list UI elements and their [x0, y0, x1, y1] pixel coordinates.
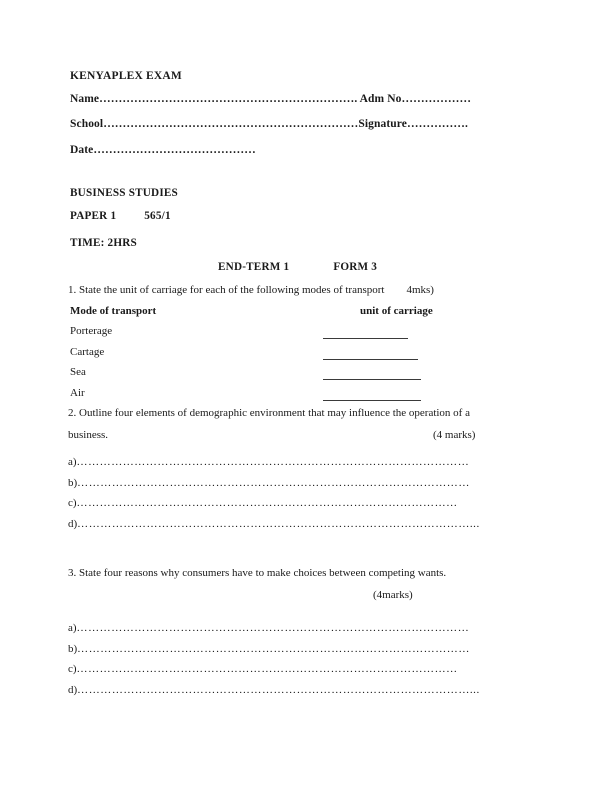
answer-label: d) — [68, 518, 78, 530]
paper-label: PAPER 1 — [70, 210, 117, 222]
name-field-line: Name…………………………………………………………. Adm No……………… — [70, 93, 472, 105]
question-1-marks: 4mks) — [406, 284, 434, 296]
answer-label: b) — [68, 643, 78, 655]
answer-dots: ……………………………………………………………………………………… — [76, 497, 458, 509]
term-form-line — [218, 262, 377, 273]
question-1-stem: 1. State the unit of carriage for each of the following modes of transport — [68, 284, 385, 296]
table-row: Cartage — [70, 346, 105, 358]
answer-dots: …………………………………………………………………………………………... — [77, 518, 480, 530]
paper-line — [70, 211, 171, 222]
answer-line-c[interactable] — [68, 497, 540, 509]
answer-dots: ………………………………………………………………………………………… — [76, 622, 470, 634]
question-3-text: 3. State four reasons why consumers have to make choices between competing wants. — [68, 567, 447, 579]
answer-blank-line[interactable] — [323, 359, 418, 360]
answer-line-d[interactable] — [68, 518, 544, 530]
table-row: Porterage — [70, 325, 113, 337]
table-row: Sea — [70, 366, 86, 378]
answer-label: c) — [68, 497, 77, 509]
answer-line-d[interactable] — [68, 684, 544, 696]
answer-line-a[interactable] — [68, 622, 542, 634]
school-field-line: School…………………………………………………………Signature……………. — [70, 118, 468, 130]
answer-line-c[interactable] — [68, 663, 540, 675]
question-3-marks: (4marks) — [373, 589, 413, 601]
question-1-text — [68, 285, 434, 296]
answer-dots: …………………………………………………………………………………………... — [77, 684, 480, 696]
exam-title: KENYAPLEX EXAM — [70, 70, 182, 82]
answer-label: a) — [68, 622, 77, 634]
answer-dots: ……………………………………………………………………………………… — [76, 663, 458, 675]
answer-dots: ………………………………………………………………………………………… — [76, 456, 470, 468]
answer-label: b) — [68, 477, 78, 489]
answer-dots: ………………………………………………………………………………………… — [77, 643, 470, 655]
paper-code: 565/1 — [144, 210, 171, 222]
answer-line-a[interactable] — [68, 456, 542, 468]
answer-line-b[interactable] — [68, 643, 542, 655]
answer-label: c) — [68, 663, 77, 675]
date-field-line: Date…………………………………… — [70, 144, 256, 156]
table-header-unit: unit of carriage — [360, 305, 433, 317]
question-2-text-line-1: 2. Outline four elements of demographic environment that may influence the operation of a — [68, 407, 470, 419]
form-label: FORM 3 — [333, 261, 378, 273]
answer-dots: ………………………………………………………………………………………… — [77, 477, 470, 489]
answer-blank-line[interactable] — [323, 400, 421, 401]
time-allowed: TIME: 2HRS — [70, 237, 137, 249]
table-header-mode: Mode of transport — [70, 305, 157, 317]
term-label: END-TERM 1 — [218, 261, 290, 273]
answer-label: a) — [68, 456, 77, 468]
question-2-text-line-2: business. — [68, 429, 109, 441]
question-2-marks: (4 marks) — [433, 429, 476, 441]
answer-label: d) — [68, 684, 78, 696]
answer-line-b[interactable] — [68, 477, 542, 489]
answer-blank-line[interactable] — [323, 379, 421, 380]
subject-name: BUSINESS STUDIES — [70, 187, 178, 199]
table-row: Air — [70, 387, 85, 399]
answer-blank-line[interactable] — [323, 338, 408, 339]
